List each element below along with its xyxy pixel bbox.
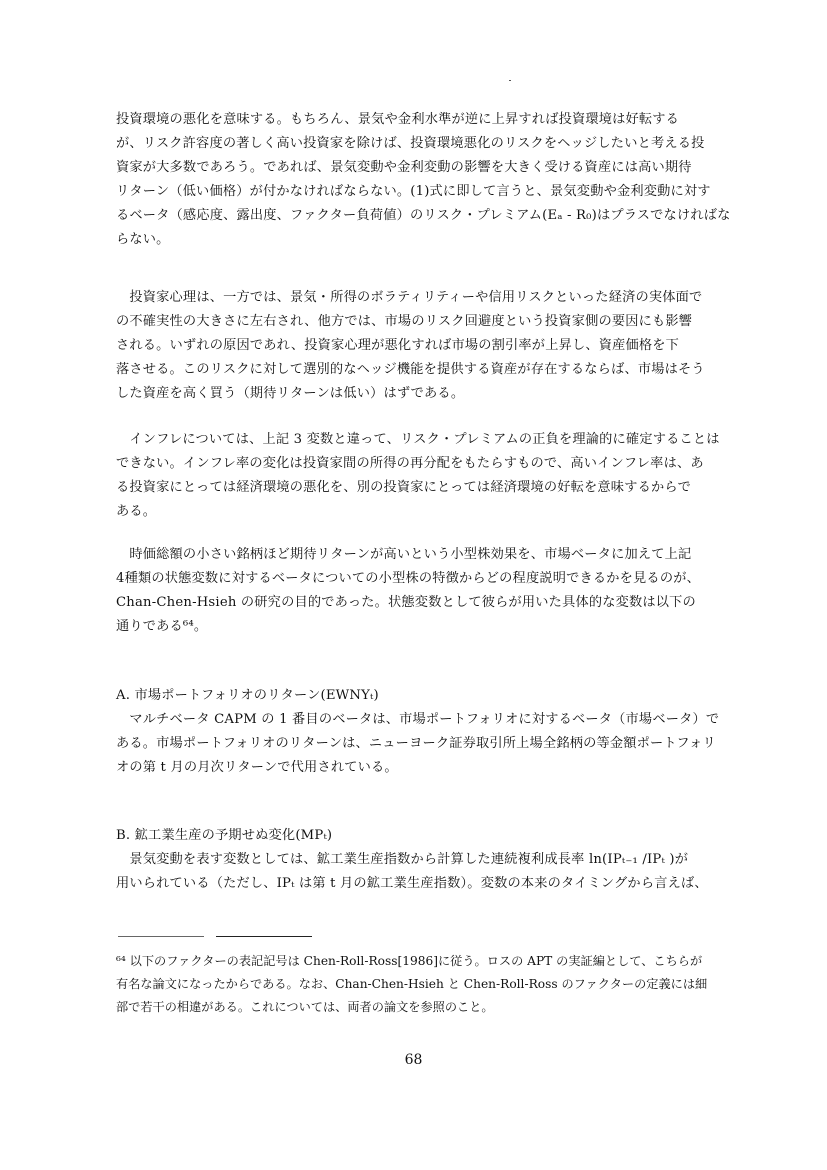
page-number: 68 [404,1052,423,1068]
text-line: の不確実性の大きさに左右され、他方では、市場のリスク回避度という投資家側の要因にも影響 [116,314,693,329]
section-b [116,824,716,896]
paragraph-3 [116,428,720,524]
section-a [116,684,720,780]
footnote [116,950,716,1019]
text-line: 通りである⁶⁴。 [116,619,208,634]
text-line: 投資家心理は、一方では、景気・所得のボラティリティーや信用リスクといった経済の実体面で [116,290,703,305]
footnote-divider [216,936,312,937]
paragraph-2 [116,286,716,406]
text-line: ある。市場ポートフォリオのリターンは、ニューヨーク証券取引所上場全銘柄の等金額ポートフォリ [116,736,716,751]
text-line: 落させる。このリスクに対して選別的なヘッジ機能を提供する資産が存在するならば、市場はそう [116,362,705,377]
text-line: 用いられている（ただし、IPₜ は第 t 月の鉱工業生産指数）。変数の本来のタイミングから言えば、 [116,876,708,891]
footnote-line: ⁶⁴ 以下のファクターの表記記号は Chen-Roll-Ross[1986]に従う。ロスの APT の実証編として、こちらが [116,954,703,968]
section-a-heading: A. 市場ポートフォリオのリターン(EWNYₜ) [116,688,379,703]
text-line: 資家が大多数であろう。であれば、景気変動や金利変動の影響を大きく受ける資産には高い期待 [116,160,692,175]
section-b-heading: B. 鉱工業生産の予期せぬ変化(MPₜ) [116,828,333,843]
text-line: した資産を高く買う（期待リターンは低い）はずである。 [116,386,465,401]
text-line: が、リスク許容度の著しく高い投資家を除けば、投資環境悪化のリスクをヘッジしたいと考える投 [116,136,705,151]
text-line: できない。インフレ率の変化は投資家間の所得の再分配をもたらすもので、高いインフレ率は、あ [116,456,704,471]
text-line: らない。 [116,232,170,247]
text-line: Chan-Chen-Hsieh の研究の目的であった。状態変数として彼らが用いた具体的な変数は以下の [116,595,696,610]
text-line: マルチベータ CAPM の 1 番目のベータは、市場ポートフォリオに対するベータ（市場ベータ）で [116,712,720,727]
text-line: 景気変動を表す変数としては、鉱工業生産指数から計算した連続複利成長率 ln(IPₜ₋₁ /IPₜ )が [116,852,689,867]
scan-mark [509,80,511,81]
text-line: 4種類の状態変数に対するベータについての小型株の特徴からどの程度説明できるかを見るのが、 [116,571,700,586]
text-line: オの第 t 月の月次リターンで代用されている。 [116,760,398,775]
footnote-line: 部で若干の相違がある。これについては、両者の論文を参照のこと。 [116,1000,494,1014]
text-line: される。いずれの原因であれ、投資家心理が悪化すれば市場の割引率が上昇し、資産価格を下 [116,338,680,353]
text-line: 時価総額の小さい銘柄ほど期待リターンが高いという小型株効果を、市場ベータに加えて上記 [116,547,692,562]
text-line: 投資環境の悪化を意味する。もちろん、景気や金利水準が逆に上昇すれば投資環境は好転する [116,112,680,127]
text-line: インフレについては、上記 3 変数と違って、リスク・プレミアムの正負を理論的に確定することは [116,432,720,447]
footnote-line: 有名な論文になったからである。なお、Chan-Chen-Hsieh と Chen-Roll-Ross のファクターの定義には細 [116,977,708,991]
paragraph-4 [116,543,716,639]
paragraph-1 [116,108,731,252]
text-line: ある。 [116,504,157,519]
text-line: リターン（低い価格）が付かなければならない。(1)式に即して言うと、景気変動や金利変動に対す [116,184,711,199]
text-line: る投資家にとっては経済環境の悪化を、別の投資家にとっては経済環境の好転を意味するからで [116,480,691,495]
text-line: るベータ（感応度、露出度、ファクター負荷値）のリスク・プレミアム(Eₐ - R₀)はプラスでなければな [116,208,731,223]
footnote-divider [118,936,204,937]
